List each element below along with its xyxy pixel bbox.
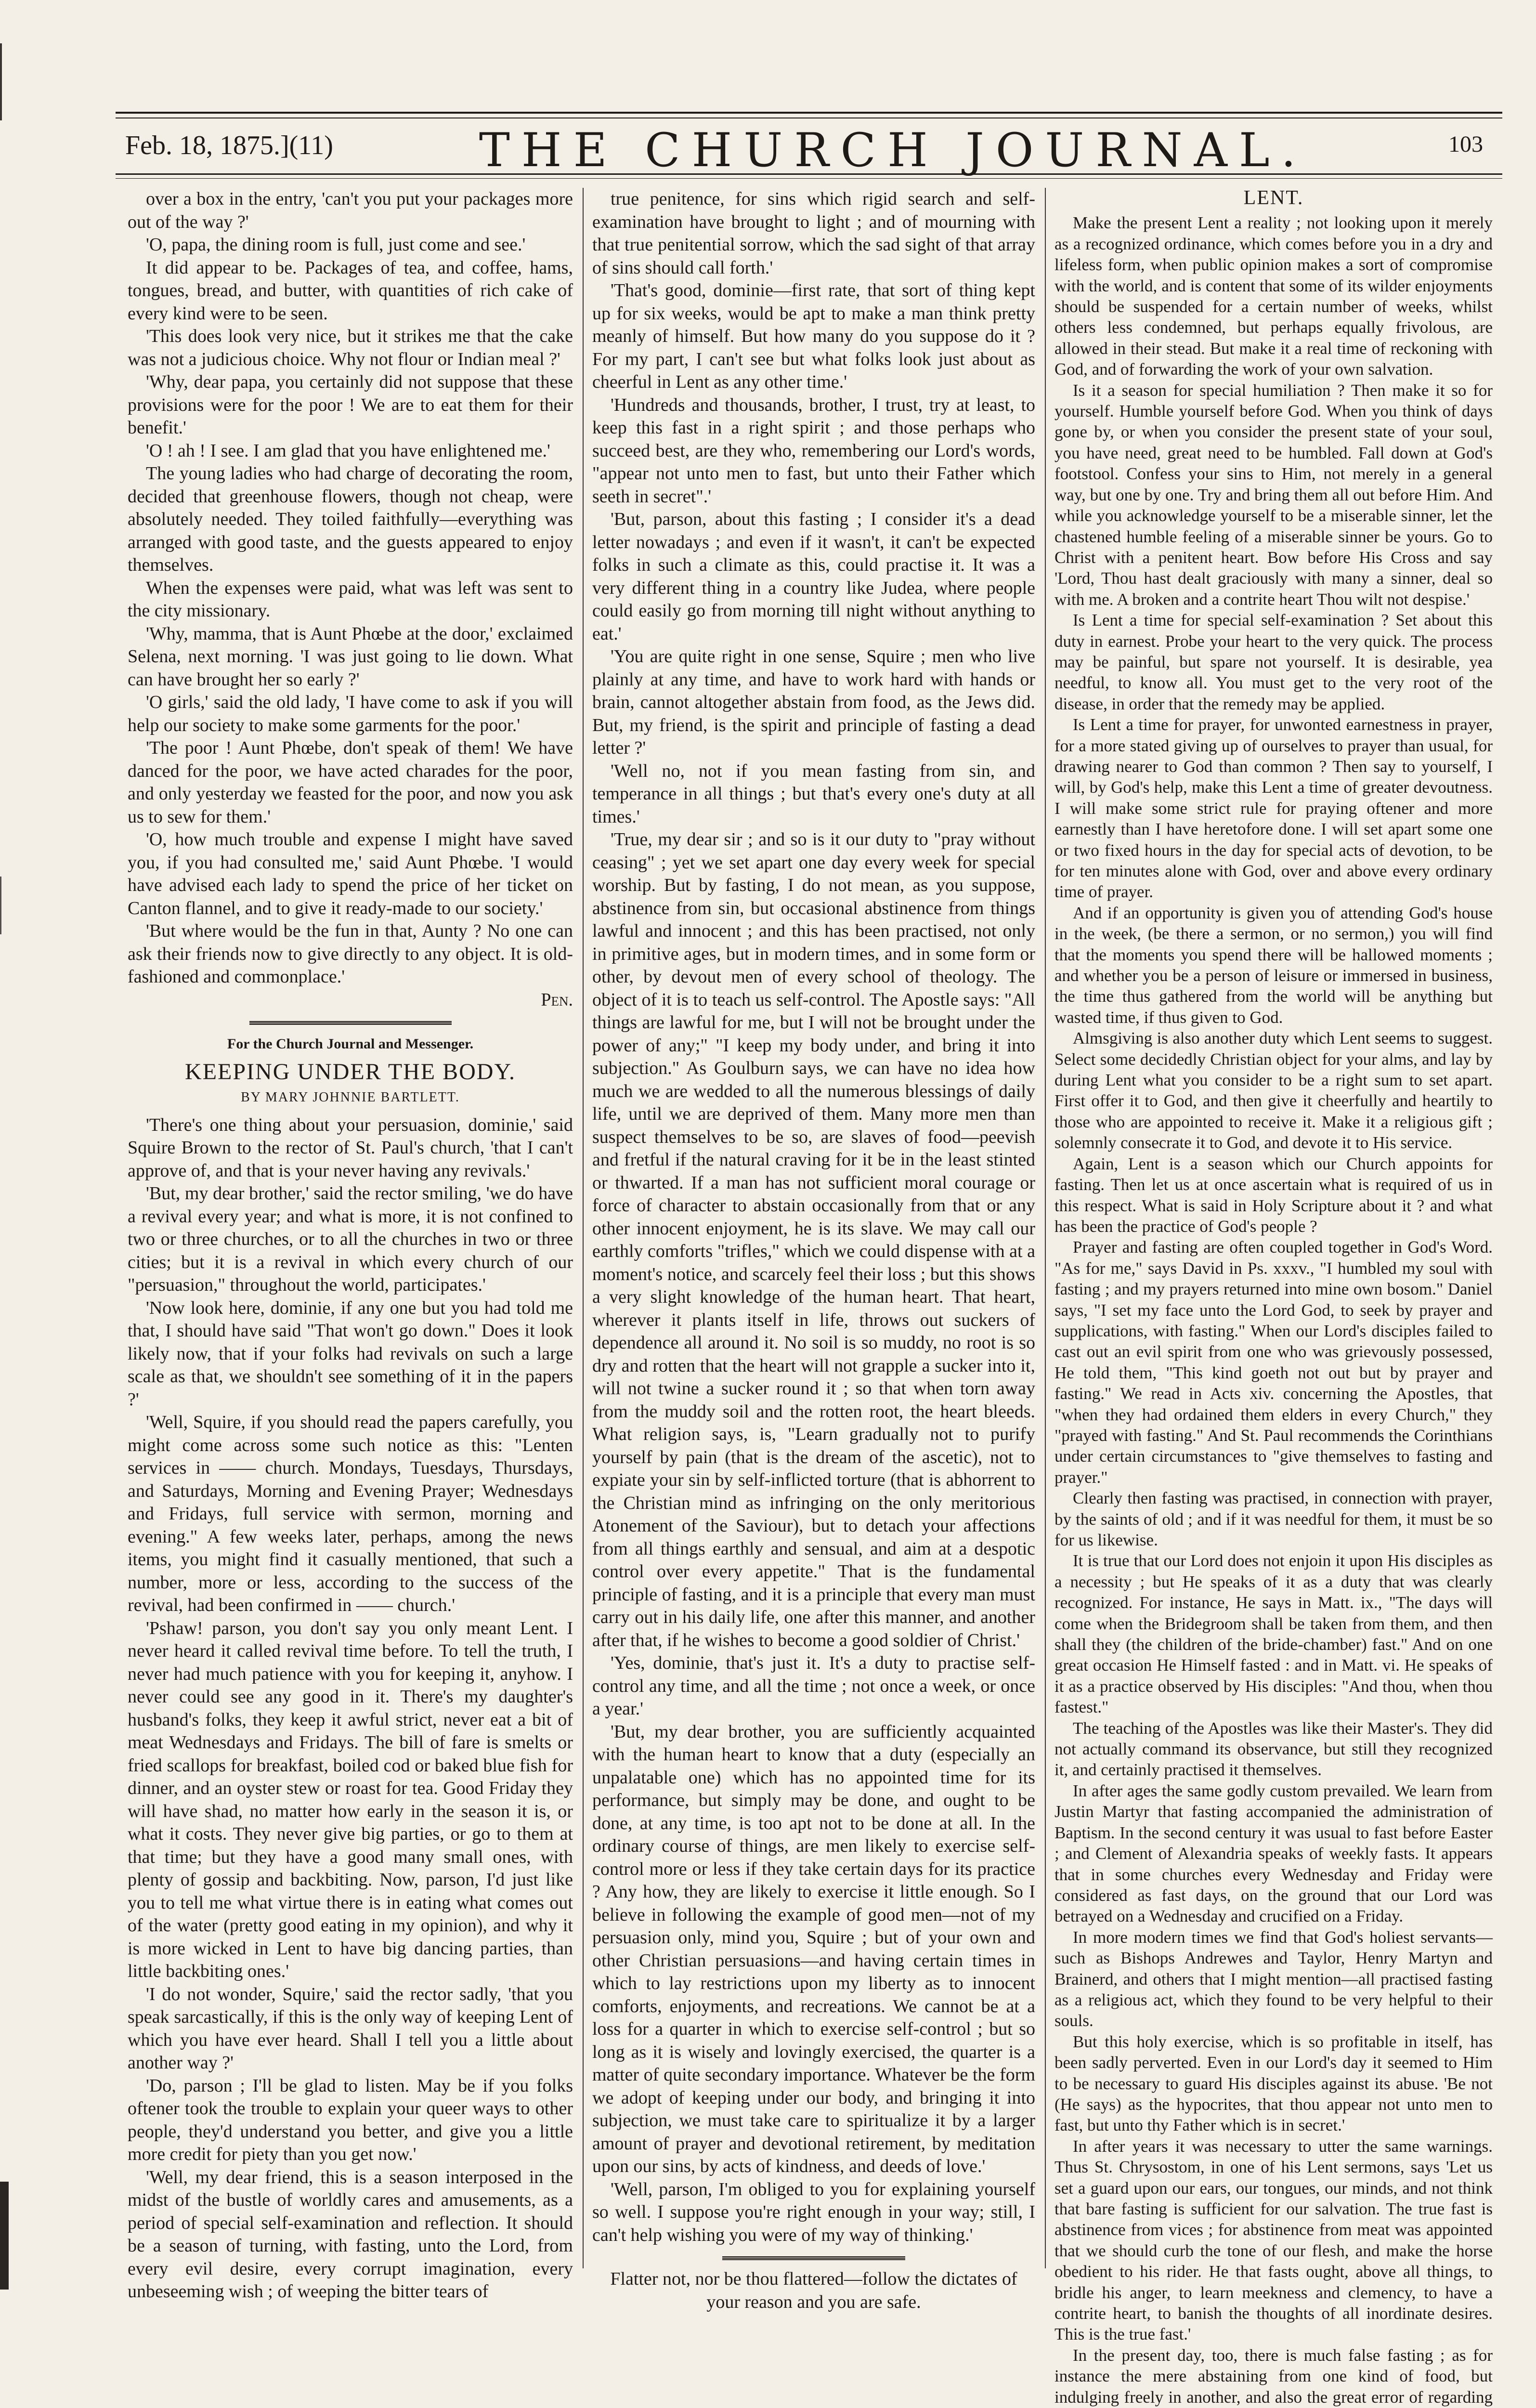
article-paragraph: 'Do, parson ; I'll be glad to listen. May be if you folks oftener took the trouble to explain your queer ways to other people, they'd understand you better, and give you a little more credit for piety than you get now.' [128,2075,573,2164]
footer-maxim: Flatter not, nor be thou flattered—follow the dictates of your reason and you are safe. [610,2269,1017,2312]
story-paragraph: 'O, how much trouble and expense I might have saved you, if you had consulted me,' said Aunt Phœbe. 'I would have advised each lady to spend the price of her ticket on Canton flannel, and to give it ready-made to our society.' [128,829,573,918]
column-3 [1054,187,1493,2407]
article-paragraph: The teaching of the Apostles was like their Master's. They did not actually command its observance, but still they recognized it, and certainly practised it themselves. [1054,1718,1493,1780]
article-paragraph: Is Lent a time for prayer, for unwonted earnestness in prayer, for a more stated giving up of ourselves to prayer than usual, for drawing nearer to God than common ? Then say to yourself, I will, by God's help, make this Lent a time of greater devoutness. I will make some strict rule for praying oftener and more earnestly than I have heretofore done. I will set apart some one or two fixed hours in the day for special acts of devotion, to be for ten minutes alone with God, over and above every ordinary time of prayer. [1054,715,1493,902]
article-paragraph: Again, Lent is a season which our Church appoints for fasting. Then let us at once ascertain what is required of us in this respect. What is said in Holy Scripture about it ? and what has been the practice of God's people ? [1054,1154,1493,1236]
article-title: LENT. [1243,187,1304,209]
story-paragraph: 'But where would be the fun in that, Aunty ? No one can ask their friends now to give directly to any object. It is old-fashioned and commonplace.' [128,921,573,987]
story-paragraph: 'Why, mamma, that is Aunt Phœbe at the door,' exclaimed Selena, next morning. 'I was just going to lie down. What can have brought her so early ?' [128,623,573,690]
article-paragraph: But this holy exercise, which is so profitable in itself, has been sadly perverted. Even in our Lord's day it seemed to Him to be necessary to guard His disciples against its abuse. 'Be not (He says) as the hypocrites, that thou appear not unto men to fast, but unto thy Father which is in secret.' [1054,2032,1493,2135]
article-paragraph: true penitence, for sins which rigid search and self-examination have brought to light ; and of mourning with that true penitential sorrow, which the sad sight of that array of sins should call forth.' [592,189,1035,278]
story-paragraph: 'This does look very nice, but it strikes me that the cake was not a judicious choice. Why not flour or Indian meal ?' [128,326,573,369]
story-paragraph: over a box in the entry, 'can't you put your packages more out of the way ?' [128,189,573,232]
article-paragraph: 'Pshaw! parson, you don't say you only meant Lent. I never heard it called revival time before. To tell the truth, I never had much patience with you for keeping it, anyhow. I never could see any good in it. There's my daughter's husband's folks, they keep it awful strict, never eat a bit of meat Wednesdays and Fridays. The bill of fare is smelts or fried scallops for breakfast, boiled cod or baked blue fish for dinner, and an oyster stew or roast for tea. Good Friday they will have shad, no matter how early in the season it is, or what it costs. They never give big parties, or go to them at that time; but they have a good many small ones, with plenty of gossip and backbiting. Now, parson, I'd just like you to tell me what virtue there is in eating what comes out of the water (pretty good eating in my opinion), and why it is more wicked in Lent to have big dancing parties, than little backbiting ones.' [128,1618,573,1981]
story-signature: Pen. [541,989,573,1010]
article-paragraph: 'Well no, not if you mean fasting from sin, and temperance in all things ; but that's every one's duty at all times.' [592,760,1035,827]
binding-edge-mark [0,2182,34,2290]
article-paragraph: 'Yes, dominie, that's just it. It's a duty to practise self-control any time, and all the time ; not once a week, or once a year.' [592,1653,1035,1719]
story-paragraph: 'O girls,' said the old lady, 'I have come to ask if you will help our society to make some garments for the poor.' [128,692,573,735]
article-paragraph: Is Lent a time for special self-examination ? Set about this duty in earnest. Probe your heart to the very quick. The process may be painful, but spare not yourself. It is desirable, yea needful, to know all. You must get to the very root of the disease, in order that the remedy may be applied. [1054,611,1493,713]
article-paragraph: 'There's one thing about your persuasion, dominie,' said Squire Brown to the rector of St. Paul's church, 'that I can't approve of, and that is your never having any revivals.' [128,1114,573,1181]
article-paragraph: 'But, my dear brother,' said the rector smiling, 'we do have a revival every year; and what is more, it is not confined to two or three churches, or to all the churches in two or three cities; but it is a revival in which every church of our "persuasion," throughout the world, participates.' [128,1183,573,1295]
article-separator [249,1021,452,1025]
article-paragraph: Almsgiving is also another duty which Lent seems to suggest. Select some decidedly Christian object for your alms, and lay by during Lent what you consider to be a right sum to set apart. First offer it to God, and then give it cheerfully and heartily to those who are appointed to receive it. Make it a religious gift ; solemnly consecrate it to God, and devote it to His service. [1054,1029,1493,1152]
story-paragraph: 'Why, dear papa, you certainly did not suppose that these provisions were for the poor ! We are to eat them for their benefit.' [128,372,573,438]
story-paragraph: When the expenses were paid, what was left was sent to the city missionary. [128,577,573,621]
page-number: 103 [1448,131,1483,157]
article-paragraph: 'But, parson, about this fasting ; I consider it's a dead letter nowadays ; and even if it wasn't, it can't be expected folks in such a climate as this, could practise it. It was a very different thing in a country like Judea, where people could easily go from morning till night without anything to eat.' [592,509,1035,644]
story-paragraph: 'The poor ! Aunt Phœbe, don't speak of them! We have danced for the poor, we have acted charades for the poor, and only yesterday we feasted for the poor, and now you ask us to sew for them.' [128,738,573,827]
column-divider [1045,188,1046,2268]
article-paragraph: 'Well, Squire, if you should read the papers carefully, you might come across some such notice as this: "Lenten services in —— church. Mondays, Tuesdays, Thursdays, and Saturdays, Morning and Evening Prayer; Wednesdays and Fridays, full service with sermon, morning and evening." A few weeks later, perhaps, among the news items, you might find it casually mentioned, that such a number, more or less, according to the success of the revival, had been confirmed in —— church.' [128,1412,573,1615]
article-paragraph: 'True, my dear sir ; and so is it our duty to "pray without ceasing" ; yet we set apart one day every week for special worship. But by fasting, I do not mean, as you suppose, abstinence from sin, but occasional abstinence from things lawful and innocent ; and this has been practised, not only in primitive ages, but in modern times, and in some form or other, by devout men of every school of theology. The object of it is to teach us self-control. The Apostle says: "All things are lawful for me, but I will not be brought under the power of any;" "I keep my body under, and bring it into subjection." As Goulburn says, we can have no idea how much we are wedded to all the numerous blessings of daily life, until we are deprived of them. Many more men than suspect themselves to be so, are slaves of food—peevish and fretful if the natural craving for it be in the least stinted or thwarted. If a man has not sufficient moral courage or force of character to abstain occasionally from that or any other innocent enjoyment, he is its slave. We may call our earthly comforts "trifles," which we could dispense with at a moment's notice, and scarcely feel their loss ; but this shows a very slight knowledge of the human heart. That heart, wherever it plants itself in life, throws out suckers of dependence all around it. No soil is so muddy, no root is so dry and rotten that the heart will not grapple a sucker into it, will not twine a sucker round it ; so that when torn away from the muddy soil and the rotten root, the heart bleeds. What religion says, is, "Learn gradually not to purify yourself by pain (that is the dream of the ascetic), not to expiate your sin by self-inflicted torture (that is abhorrent to the Christian mind as infringing on the only meritorious Atonement of the Saviour), but to detach your affections from all things earthly and sensual, and aim at a despotic control over every appetite." That is the fundamental principle of fasting, and it is a principle that every man must carry out in his daily life, one after this manner, and another after that, if he wishes to become a good soldier of Christ.' [592,829,1035,1650]
story-paragraph: It did appear to be. Packages of tea, and coffee, hams, tongues, bread, and butter, with quantities of rich cake of every kind were to be seen. [128,257,573,324]
article-byline: BY MARY JOHNNIE BARTLETT. [241,1090,460,1105]
article-paragraph: Clearly then fasting was practised, in connection with prayer, by the saints of old ; and if it was needful for them, it must be so for us likewise. [1054,1489,1493,1549]
masthead-top-rule [116,112,1502,114]
article-paragraph: 'Well, my dear friend, this is a season interposed in the midst of the bustle of worldly cares and amusements, as a period of special self-examination and reflection. It should be a season of turning, with fasting, unto the Lord, from every evil desire, every corrupt imagination, every unbeseeming wish ; of weeping the bitter tears of [128,2167,573,2302]
article-paragraph: Prayer and fasting are often coupled together in God's Word. "As for me," says David in Ps. xxxv., "I humbled my soul with fasting ; and my prayers returned into mine own bosom." Daniel says, "I set my face unto the Lord God, to seek by prayer and supplications, with fasting." When our Lord's disciples failed to cast out an evil spirit from one who was grievously possessed, He told them, "This kind goeth not out but by prayer and fasting." We read in Acts xiv. concerning the Apostles, that "when they had ordained them elders in every Church," they "prayed with fasting." And St. Paul recommends the Corinthians under certain circumstances to "give themselves to fasting and prayer." [1054,1238,1493,1487]
article-separator [722,2256,905,2260]
article-paragraph: 'That's good, dominie—first rate, that sort of thing kept up for six weeks, would be apt to make a man think pretty meanly of himself. But how many do you suppose do it ? For my part, I can't see but what folks look just about as cheerful in Lent as any other time.' [592,280,1035,392]
column-2 [592,188,1035,2312]
article-paragraph: Make the present Lent a reality ; not looking upon it merely as a recognized ordinance, which comes before you in a dry and lifeless form, when public opinion makes a sort of compromise with the world, and is content that some of its wilder enjoyments should be suspended for a certain number of weeks, whilst others less condemned, but perhaps equally frivolous, are allowed in their stead. But make it a real time of reckoning with God, and of forwarding the work of your own salvation. [1054,213,1493,379]
newspaper-title: THE CHURCH JOURNAL. [479,123,1308,177]
binding-edge-mark [0,43,34,120]
article-title: KEEPING UNDER THE BODY. [185,1059,516,1085]
article-paragraph: In the present day, too, there is much false fasting ; as for instance the mere abstaining from one kind of food, but indulging freely in another, and also the great error of regarding [1054,2345,1493,2407]
story-paragraph: The young ladies who had charge of decorating the room, decided that greenhouse flowers, though not cheap, were absolutely needed. They toiled faithfully—everything was arranged with good taste, and the guests appeared to enjoy themselves. [128,463,573,575]
masthead-bottom-rule [116,178,1502,179]
article-paragraph: In after years it was necessary to utter the same warnings. Thus St. Chrysostom, in one of his Lent sermons, says 'Let us set a guard upon our ears, our tongues, our minds, and not think that bare fasting is sufficient for our salvation. The true fast is abstinence from vices ; for abstinence from meat was appointed that we should curb the tone of our flesh, and make the horse obedient to his rider. He that fasts ought, above all things, to bridle his anger, to learn meekness and clemency, to have a contrite heart, to banish the thoughts of all inordinate desires. This is the true fast.' [1054,2136,1493,2344]
masthead [125,123,1493,177]
article-paragraph: 'Now look here, dominie, if any one but you had told me that, I should have said "That won't go down." Does it look likely now, that if your folks had revivals on such a large scale as that, we shouldn't see something of it in the papers ?' [128,1297,573,1410]
column-divider [583,188,584,2268]
article-paragraph: It is true that our Lord does not enjoin it upon His disciples as a necessity ; but He speaks of it as a duty that was clearly recognized. For instance, He says in Matt. ix., "The days will come when the Bridegroom shall be taken from them, and then shall they (the children of the bride-chamber) fast." And on one great occasion He Himself fasted : and in Matt. vi. He speaks of it as a practice observed by His disciples: "And thou, when thou fastest." [1054,1551,1493,1717]
article-paragraph: 'Well, parson, I'm obliged to you for explaining yourself so well. I suppose you're right enough in your way; still, I can't help wishing you were of my way of thinking.' [592,2179,1035,2245]
story-paragraph: 'O ! ah ! I see. I am glad that you have enlightened me.' [146,440,550,461]
article-paragraph: 'Hundreds and thousands, brother, I trust, try at least, to keep this fast in a right spirit ; and those perhaps who succeed best, are they who, remembering our Lord's words, "appear not unto men to fast, but unto their Father which seeth in secret".' [592,394,1035,507]
binding-edge-mark [0,877,34,934]
article-paragraph: In more modern times we find that God's holiest servants—such as Bishops Andrewes and Taylor, Henry Martyn and Brainerd, and others that I might mention—all practised fasting as a religious act, which they found to be very helpful to their souls. [1054,1927,1493,2030]
article-paragraph: 'You are quite right in one sense, Squire ; men who live plainly at any time, and have to work hard with hands or brain, cannot altogether abstain from food, as the Jews did. But, my friend, is the spirit and principle of fasting a dead letter ?' [592,646,1035,758]
story-paragraph: 'O, papa, the dining room is full, just come and see.' [146,235,526,255]
issue-date: Feb. 18, 1875.](11) [125,131,333,160]
article-paragraph: And if an opportunity is given you of attending God's house in the week, (be there a sermon, or no sermon,) you will find that the moments you spend there will be hallowed moments ; and whether you be a person of leisure or immersed in business, the time thus gathered from the world will be anything but wasted time, if thus given to God. [1054,903,1493,1027]
article-paragraph: Is it a season for special humiliation ? Then make it so for yourself. Humble yourself before God. When you think of days gone by, or when you consider the present state of your soul, you have need, great need to be humbled. Fall down at God's footstool. Confess your sins to Him, not merely in a general way, but one by one. Try and bring them all out before Him. And while you acknowledge yourself to be a miserable sinner, let the chastened humble feeling of a miserable sinner be yours. Go to Christ with a penitent heart. Bow before His Cross and say 'Lord, Thou hast dealt graciously with many a sinner, deal so with me. A broken and a contrite heart Thou wilt not despise.' [1054,380,1493,609]
article-paragraph: 'But, my dear brother, you are sufficiently acquainted with the human heart to know that a duty (especially an unpalatable one) which has no appointed time for its performance, but simply may be done, and ought to be done, at any time, is too apt not to be done at all. In the ordinary course of things, are men likely to exercise self-control more or less if they take certain days for its practice ? Any how, they are likely to exercise it little enough. So I believe in following the example of good men—not of my persuasion only, mind you, Squire ; but of your own and other Christian persuasions—and having certain times in which to lay restrictions upon my liberty as to innocent comforts, enjoyments, and recreations. We cannot be at a loss for a quarter in which to exercise self-control ; but so long as it is wisely and lovingly exercised, the quarter is a matter of quite secondary importance. Whatever be the form we adopt of keeping under our body, and bringing it into subjection, we must take care to spiritualize it by a larger amount of prayer and devotional retirement, by meditation upon our sins, by acts of kindness, and deeds of love.' [592,1721,1035,2176]
article-paragraph: In after ages the same godly custom prevailed. We learn from Justin Martyr that fasting accompanied the administration of Baptism. In the second century it was usual to fast before Easter ; and Clement of Alexandria speaks of weekly fasts. It appears that in some churches every Wednesday and Friday were considered as fast days, on the ground that our Lord was betrayed on a Wednesday and crucified on a Friday. [1054,1781,1493,1926]
article-credit: For the Church Journal and Messenger. [227,1036,474,1052]
column-1 [128,188,573,2302]
masthead-bottom-rule [116,173,1502,175]
article-paragraph: 'I do not wonder, Squire,' said the rector sadly, 'that you speak sarcastically, if this is the only way of keeping Lent of which you have ever heard. Shall I tell you a little about another way ?' [128,1984,573,2073]
